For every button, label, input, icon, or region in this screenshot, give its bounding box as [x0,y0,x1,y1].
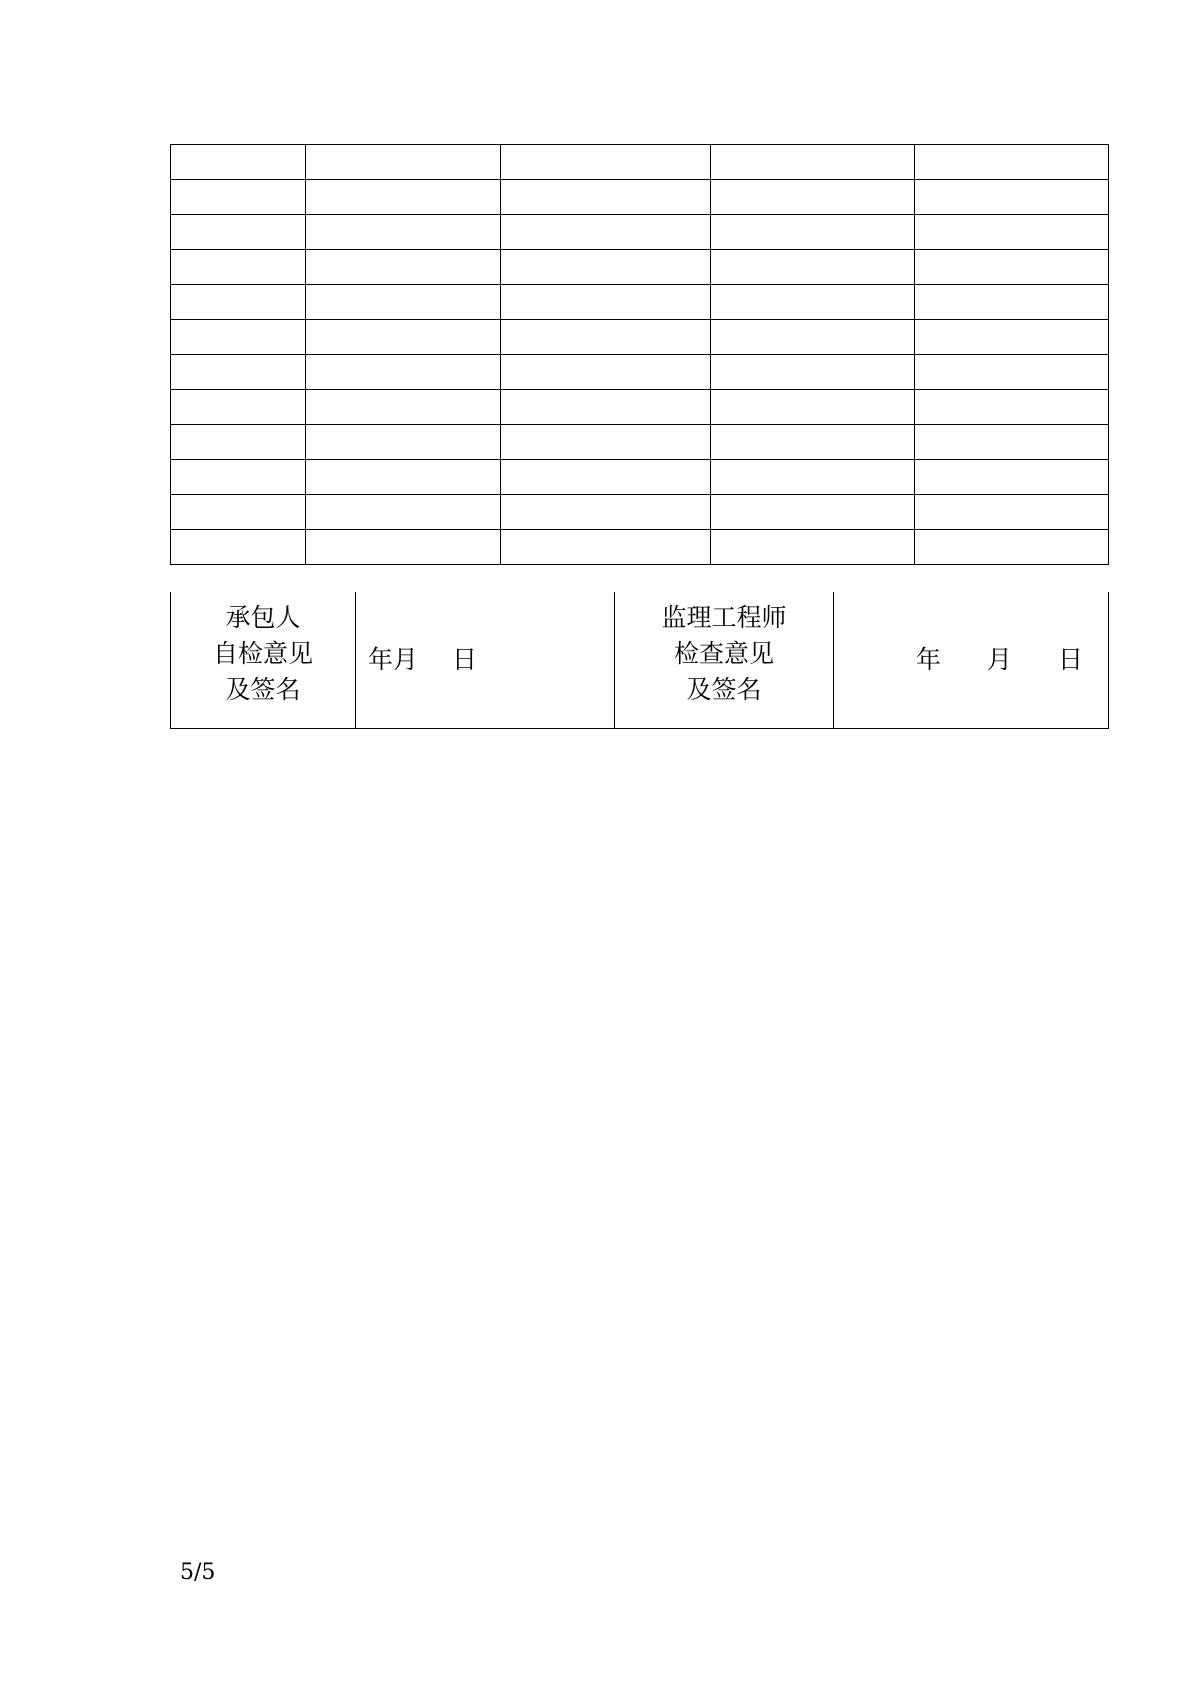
table-cell[interactable] [501,215,711,250]
table-cell[interactable] [306,355,501,390]
table-cell[interactable] [171,425,306,460]
table-cell[interactable] [711,530,915,565]
table-row [171,320,1109,355]
table-cell[interactable] [306,460,501,495]
table-row [171,530,1109,565]
grid-body [171,145,1109,565]
table-cell[interactable] [306,425,501,460]
table-cell[interactable] [711,215,915,250]
table-row [171,215,1109,250]
table-cell[interactable] [711,460,915,495]
table-cell[interactable] [306,180,501,215]
table-cell[interactable] [501,530,711,565]
table-cell[interactable] [501,495,711,530]
table-cell[interactable] [306,285,501,320]
signature-table [170,592,1109,729]
table-row [171,180,1109,215]
table-row [171,250,1109,285]
table-row [171,285,1109,320]
table-cell[interactable] [711,180,915,215]
supervisor-label-line-1: 监理工程师 [661,603,787,632]
table-cell[interactable] [501,320,711,355]
table-cell[interactable] [915,250,1109,285]
table-row [171,495,1109,530]
contractor-signature-date-cell[interactable] [356,592,615,729]
table-cell[interactable] [501,285,711,320]
contractor-label-line-2: 自检意见 [212,639,313,668]
table-cell[interactable] [306,495,501,530]
table-row [171,425,1109,460]
table-cell[interactable] [711,250,915,285]
table-cell[interactable] [306,215,501,250]
signature-row [171,592,1109,729]
table-cell[interactable] [915,285,1109,320]
table-cell[interactable] [501,145,711,180]
supervisor-label-line-3: 及签名 [686,675,762,704]
table-row [171,460,1109,495]
table-cell[interactable] [711,320,915,355]
table-cell[interactable] [501,390,711,425]
table-cell[interactable] [171,320,306,355]
table-cell[interactable] [711,145,915,180]
inspection-grid-table [170,144,1109,565]
table-cell[interactable] [915,320,1109,355]
table-cell[interactable] [501,425,711,460]
table-cell[interactable] [171,180,306,215]
table-cell[interactable] [306,250,501,285]
page-number: 5/5 [180,1560,216,1585]
table-cell[interactable] [915,145,1109,180]
supervisor-date-month: 月 [987,645,1013,674]
supervisor-label-line-2: 检查意见 [673,639,774,668]
table-cell[interactable] [711,425,915,460]
contractor-label-line-1: 承包人 [225,603,301,632]
table-cell[interactable] [171,355,306,390]
table-cell[interactable] [711,285,915,320]
table-cell[interactable] [171,215,306,250]
supervisor-opinion-label-cell [615,592,834,729]
table-cell[interactable] [711,495,915,530]
table-row [171,145,1109,180]
table-cell[interactable] [915,390,1109,425]
table-row [171,390,1109,425]
table-cell[interactable] [501,180,711,215]
table-cell[interactable] [711,355,915,390]
supervisor-signature-date-cell[interactable] [834,592,1109,729]
table-cell[interactable] [915,425,1109,460]
table-cell[interactable] [171,250,306,285]
table-cell[interactable] [306,530,501,565]
table-cell[interactable] [915,355,1109,390]
table-cell[interactable] [306,145,501,180]
contractor-label-line-3: 及签名 [225,675,301,704]
table-cell[interactable] [501,355,711,390]
supervisor-date-year: 年 [916,645,942,674]
table-cell[interactable] [306,320,501,355]
supervisor-date-day: 日 [1058,645,1084,674]
contractor-opinion-label-cell [171,592,356,729]
table-cell[interactable] [171,495,306,530]
contractor-date-day: 日 [452,645,478,674]
table-cell[interactable] [915,530,1109,565]
table-cell[interactable] [171,460,306,495]
table-cell[interactable] [501,460,711,495]
table-cell[interactable] [171,530,306,565]
table-row [171,355,1109,390]
table-cell[interactable] [915,180,1109,215]
table-cell[interactable] [915,495,1109,530]
table-cell[interactable] [306,390,501,425]
table-cell[interactable] [171,285,306,320]
table-cell[interactable] [915,215,1109,250]
table-cell[interactable] [711,390,915,425]
table-cell[interactable] [915,460,1109,495]
contractor-date-year-month: 年月 [368,645,419,674]
table-cell[interactable] [501,250,711,285]
table-cell[interactable] [171,390,306,425]
table-cell[interactable] [171,145,306,180]
